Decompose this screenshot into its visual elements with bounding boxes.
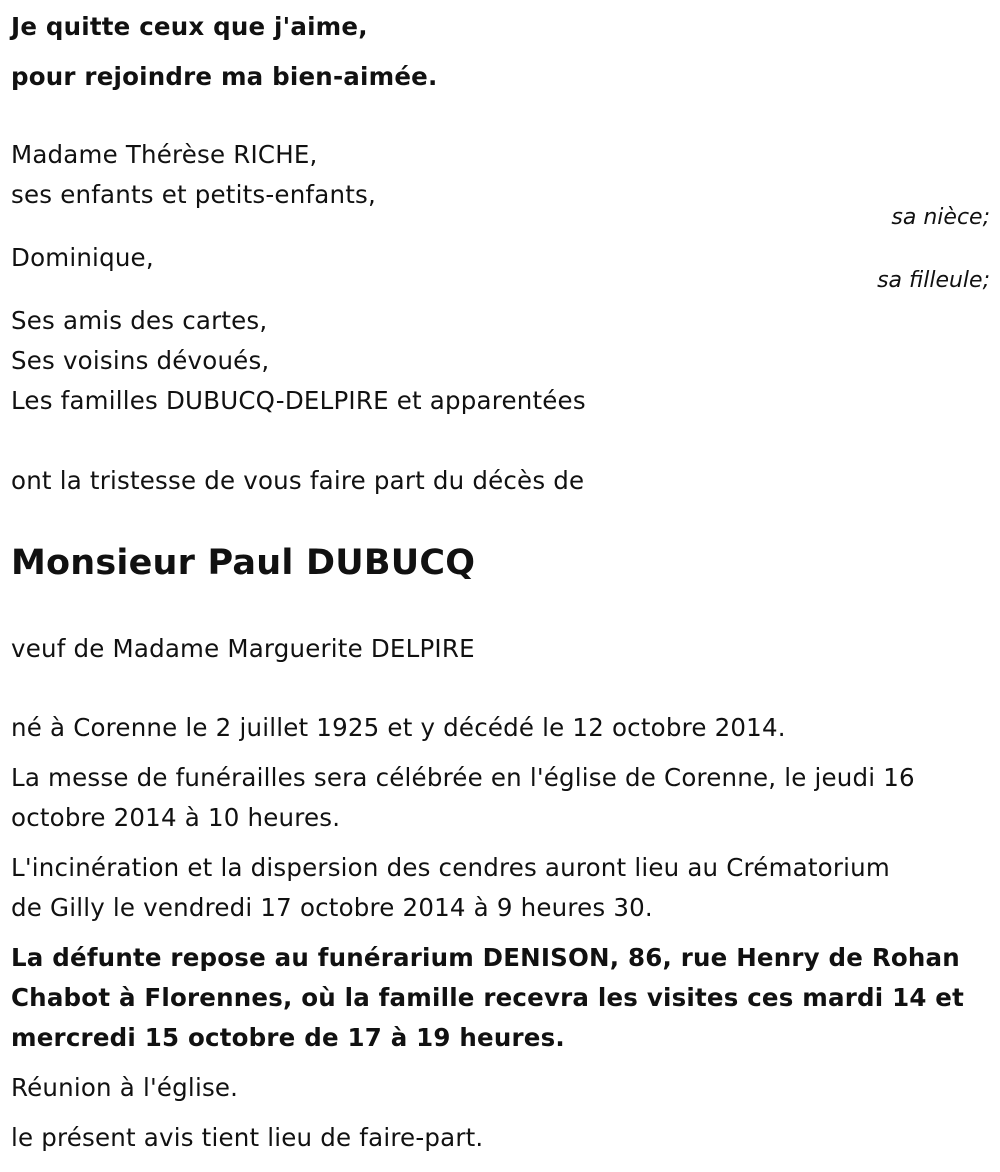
niece-note: sa nièce; [891,205,990,230]
others-line-1: Ses amis des cartes, [11,306,268,335]
widower-of: veuf de Madame Marguerite DELPIRE [11,634,475,663]
funeral-home-line-1: La défunte repose au funérarium DENISON, 86, rue Henry de Rohan [11,943,960,972]
quote-line-2: pour rejoindre ma bien-aimée. [11,62,438,91]
family-line-2: ses enfants et petits-enfants, [11,180,376,209]
mass-line-1: La messe de funérailles sera célébrée en l'église de Corenne, le jeudi 16 [11,763,915,792]
funeral-home-line-3: mercredi 15 octobre de 17 à 19 heures. [11,1023,565,1052]
others-line-3: Les familles DUBUCQ-DELPIRE et apparentées [11,386,586,415]
filleule-note: sa filleule; [877,268,990,293]
quote-line-1: Je quitte ceux que j'aime, [11,12,368,41]
family-dominique: Dominique, [11,243,154,272]
others-line-2: Ses voisins dévoués, [11,346,270,375]
announcement: ont la tristesse de vous faire part du décès de [11,466,585,495]
meeting: Réunion à l'église. [11,1073,239,1102]
mass-line-2: octobre 2014 à 10 heures. [11,803,341,832]
funeral-home-line-2: Chabot à Florennes, où la famille recevra les visites ces mardi 14 et [11,983,965,1012]
family-line-1: Madame Thérèse RICHE, [11,140,318,169]
notice: le présent avis tient lieu de faire-part. [11,1123,484,1152]
cremation-line-2: de Gilly le vendredi 17 octobre 2014 à 9 heures 30. [11,893,653,922]
deceased-name: Monsieur Paul DUBUCQ [11,543,476,583]
cremation-line-1: L'incinération et la dispersion des cendres auront lieu au Crématorium [11,853,890,882]
birth-death: né à Corenne le 2 juillet 1925 et y décédé le 12 octobre 2014. [11,713,786,742]
